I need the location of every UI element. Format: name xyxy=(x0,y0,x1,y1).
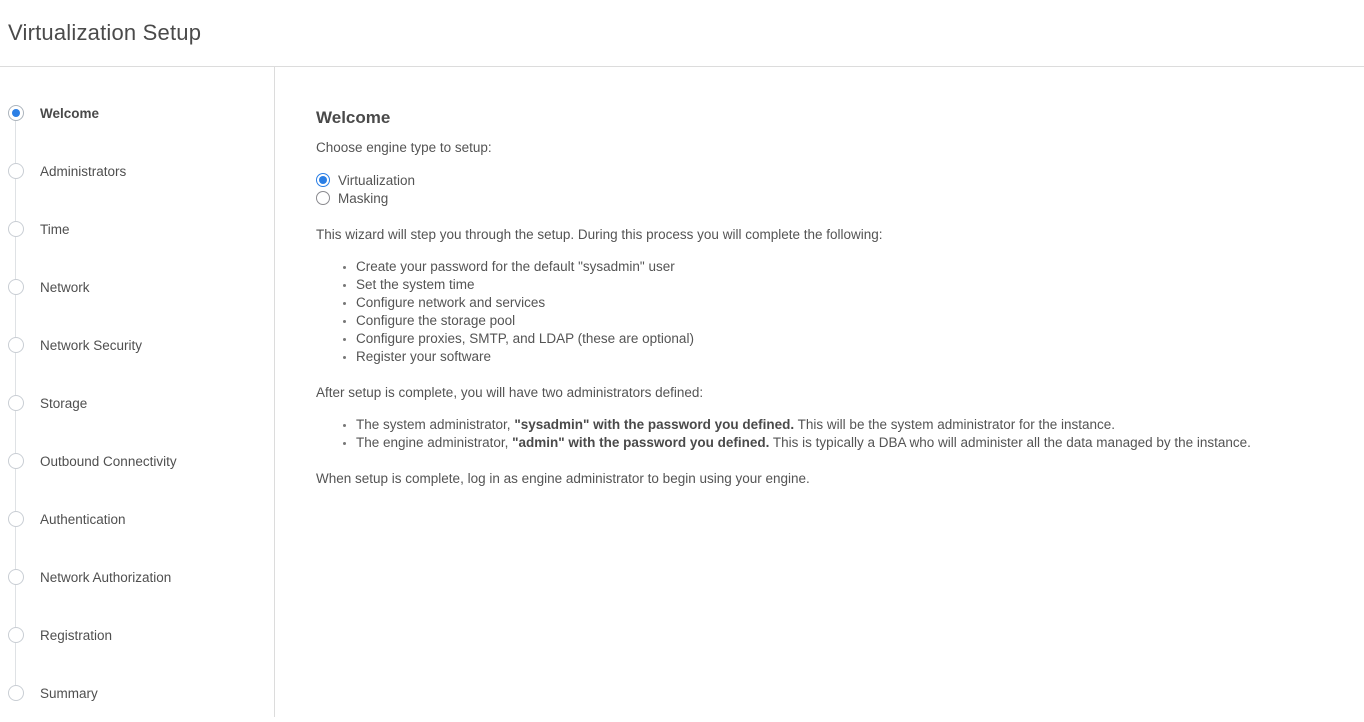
page-title: Virtualization Setup xyxy=(8,20,202,45)
radio-unselected-icon[interactable] xyxy=(316,191,330,205)
outro-text: When setup is complete, log in as engine administrator to begin using your engine. xyxy=(316,471,810,486)
step-radio-icon[interactable] xyxy=(8,511,24,527)
radio-selected-icon[interactable] xyxy=(316,173,330,187)
page-header xyxy=(0,0,1364,67)
setup-task-item: • Configure the storage pool xyxy=(356,312,1324,330)
setup-task-item: • Configure proxies, SMTP, and LDAP (these are optional) xyxy=(356,330,1324,348)
step-radio-icon[interactable] xyxy=(8,685,24,701)
step-label: Outbound Connectivity xyxy=(40,453,177,469)
main-layout xyxy=(0,67,1364,717)
sidebar-step-summary[interactable] xyxy=(0,664,274,722)
setup-task-item: • Configure network and services xyxy=(356,294,1324,312)
step-label: Authentication xyxy=(40,511,126,527)
step-label: Administrators xyxy=(40,163,127,179)
admins-intro-text: After setup is complete, you will have two administrators defined: xyxy=(316,385,704,400)
administrators-list xyxy=(316,416,1324,452)
admin-credentials-bold: "sysadmin" with the password you defined. xyxy=(514,417,795,432)
setup-steps-sidebar xyxy=(0,67,275,717)
sidebar-step-storage[interactable] xyxy=(0,374,274,432)
step-label: Network xyxy=(40,279,90,295)
step-radio-icon[interactable] xyxy=(8,569,24,585)
step-label: Summary xyxy=(40,685,98,701)
radio-label: Virtualization xyxy=(338,172,416,188)
choose-engine-label: Choose engine type to setup: xyxy=(316,140,492,155)
step-label: Welcome xyxy=(40,105,100,121)
administrator-item: • The engine administrator, "admin" with the password you defined. This is typically a DBA who will administer all the data managed by the instance. xyxy=(356,434,1324,452)
sidebar-step-authentication[interactable] xyxy=(0,490,274,548)
sidebar-step-welcome[interactable] xyxy=(0,84,274,142)
panel-heading: Welcome xyxy=(316,108,391,127)
sidebar-step-outbound-connectivity[interactable] xyxy=(0,432,274,490)
engine-option-virtualization[interactable] xyxy=(316,171,1324,189)
engine-type-options xyxy=(316,171,1324,207)
sidebar-step-time[interactable] xyxy=(0,200,274,258)
step-radio-icon[interactable] xyxy=(8,337,24,353)
step-label: Registration xyxy=(40,627,113,643)
radio-label: Masking xyxy=(338,190,389,206)
setup-task-item: • Create your password for the default "sysadmin" user xyxy=(356,258,1324,276)
step-label: Time xyxy=(40,221,70,237)
step-radio-icon[interactable] xyxy=(8,221,24,237)
setup-task-item: • Register your software xyxy=(356,348,1324,366)
engine-option-masking[interactable] xyxy=(316,189,1324,207)
step-radio-icon[interactable] xyxy=(8,627,24,643)
step-radio-icon[interactable] xyxy=(8,279,24,295)
welcome-panel xyxy=(275,67,1364,717)
step-label: Network Security xyxy=(40,337,143,353)
sidebar-step-network[interactable] xyxy=(0,258,274,316)
setup-task-item: • Set the system time xyxy=(356,276,1324,294)
administrator-item: • The system administrator, "sysadmin" with the password you defined. This will be the system administrator for the instance. xyxy=(356,416,1324,434)
step-label: Network Authorization xyxy=(40,569,172,585)
step-radio-icon[interactable] xyxy=(8,453,24,469)
step-radio-icon[interactable] xyxy=(8,105,24,121)
setup-tasks-list xyxy=(316,258,1324,366)
sidebar-step-network-security[interactable] xyxy=(0,316,274,374)
step-radio-icon[interactable] xyxy=(8,163,24,179)
step-label: Storage xyxy=(40,395,88,411)
admin-credentials-bold: "admin" with the password you defined. xyxy=(512,435,770,450)
sidebar-step-administrators[interactable] xyxy=(0,142,274,200)
wizard-intro-text: This wizard will step you through the setup. During this process you will complete the following: xyxy=(316,227,883,242)
wizard-stepper xyxy=(0,67,274,722)
step-radio-icon[interactable] xyxy=(8,395,24,411)
sidebar-step-registration[interactable] xyxy=(0,606,274,664)
sidebar-step-network-authorization[interactable] xyxy=(0,548,274,606)
